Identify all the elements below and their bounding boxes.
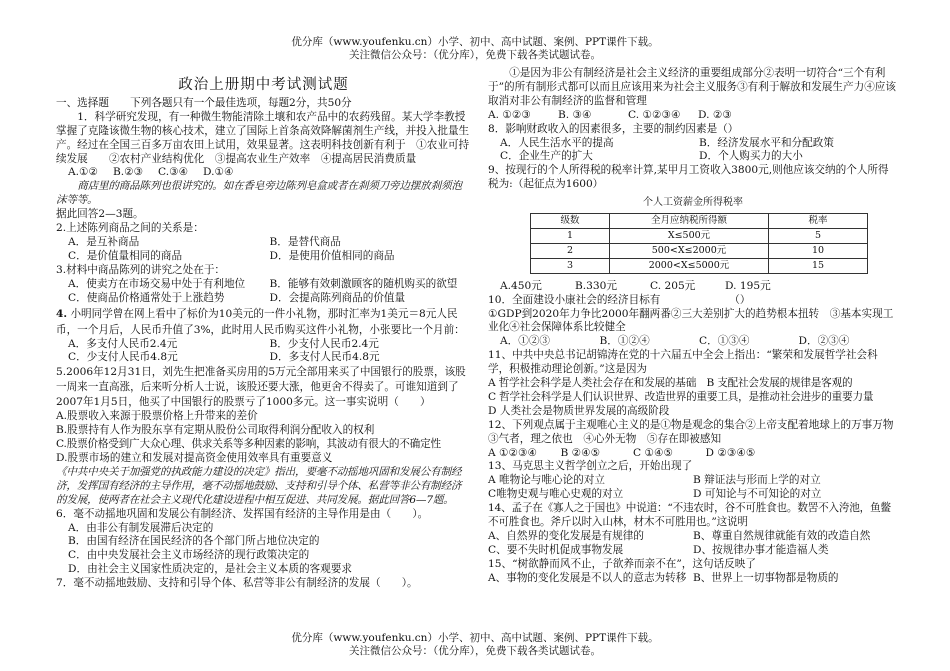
table-cell: 2000<X≤5000元	[610, 258, 769, 273]
question-13-options	[488, 474, 898, 488]
question-10: 10．全面建设小康社会的经济目标有 （）	[488, 293, 751, 306]
tax-rate-table	[530, 213, 868, 274]
option: A、自然界的变化发展是有规律的	[488, 530, 644, 542]
option: D ②③④⑤	[705, 446, 756, 459]
option: C ①④⑤	[633, 446, 673, 459]
question-5: 5.2006年12月31日，刘先生把准备买房用的5万元全部用来买了中国银行的股票，该股一周来一直高涨，后来听分析人士说，该股还要大涨，他更舍不得卖了。可谁知道到了2007年1月5日，他买了中国银行的股票亏了1000多元。这一事实说明（ ）	[56, 366, 466, 409]
table-header-cell: 税率	[769, 214, 868, 229]
question-7-continued: ①是因为非公有制经济是社会主义经济的重要组成部分②表明一切符合“三个有利于”的所有制形式都可以而且应该用来为社会主义服务③有利于解放和发展生产力④应该取消对非公有制经济的监督和管理	[488, 67, 896, 107]
option: A．使卖方在市场交易中处于有利地位	[68, 277, 246, 290]
question-14-options	[488, 530, 898, 544]
question-7: 7．毫不动摇地鼓励、支持和引导个体、私营等非公有制经济的发展（ ）。	[56, 577, 418, 590]
option: C. ①②③④	[628, 108, 681, 121]
option: B 辩证法与形而上学的对立	[693, 474, 821, 487]
option: A.①②	[68, 166, 99, 179]
question-14-options-row2	[488, 544, 898, 558]
option: D．是使用价值相同的商品	[269, 249, 395, 262]
material-2: 《中共中央关于加强党的执政能力建设的决定》指出，要毫不动摇地巩固和发展公有制经济，发挥国有经济的主导作用，毫不动摇地鼓励、支持和引导个体、私营等非公有制经济的发展，使两者在社会主义现代化建设进程中相互促进、共同发展。据此回答6—7题。	[56, 465, 462, 506]
option: B.②③	[113, 166, 144, 179]
option: B．是替代商品	[269, 235, 341, 248]
table-cell: 3	[531, 258, 610, 273]
option: A、事物的变化发展是不以人的意志为转移	[488, 571, 687, 584]
table-cell: 15	[769, 258, 868, 273]
table-cell: 500<X≤2000元	[610, 243, 769, 258]
table-caption: 个人工资薪金所得税率	[643, 197, 743, 209]
question-1: 1．科学研究发现，有一种微生物能清除土壤和农产品中的农药残留。某大学李教授掌握了克隆该微生物的核心技术，建立了国际上首条高效降解菌剂生产线，并投入批量生产。经过在全国三百多万亩农田上试用，效果显著。这表明科技创新有利于 ①农业可持续发展 ②农村产业结构优化 ③提高农业生产效率 ④提高居民消费质量	[56, 110, 470, 165]
question-4	[56, 306, 471, 338]
option: C唯物史观与唯心史观的对立	[488, 488, 624, 501]
question-3-options	[56, 278, 471, 292]
question-2-options	[56, 236, 471, 250]
option: D. 195元	[725, 279, 771, 292]
option: B. ③④	[558, 108, 592, 121]
question-10-options	[488, 335, 898, 349]
option: D 人类社会是物质世界发展的高级阶段	[488, 404, 670, 417]
table-row	[531, 243, 868, 258]
option: D.股票市场的建立和发展对提高资金使用效率具有重要意义	[56, 452, 333, 465]
option: C．由中央发展社会主义市场经济的现行政策决定的	[68, 549, 310, 562]
question-2-options-row2	[56, 250, 471, 264]
question-11: 11、中共中央总书记胡锦涛在党的十六届五中全会上指出：“繁荣和发展哲学社会科学，积极推动理论创新。”这是因为	[488, 349, 878, 376]
option: B．少支付人民币2.4元	[269, 337, 379, 350]
option: D．②③④	[798, 335, 850, 348]
option: A．多支付人民币2.4元	[68, 337, 178, 350]
option: A.股票收入来源于股票价格上升带来的差价	[56, 410, 258, 423]
option: D．多支付人民币4.8元	[269, 351, 380, 364]
table-cell: 2	[531, 243, 610, 258]
option: A ①②③④	[488, 446, 538, 459]
right-column	[488, 67, 898, 586]
option: C、要不失时机促成事物发展	[488, 543, 624, 556]
material-1: 商店里的商品陈列也很讲究的。如在香皂旁边陈列皂盒或者在刹须刀旁边摆放刹须泡沫等等。	[56, 180, 462, 207]
question-13: 13、马克思主义哲学创立之后，开始出现了	[488, 460, 693, 473]
option: A．由非公有制发展滞后决定的	[68, 521, 214, 534]
option: C. 205元	[650, 279, 696, 292]
left-column	[56, 79, 471, 591]
question-6: 6．毫不动摇地巩固和发展公有制经济、发挥国有经济的主导作用是由（ ）。	[56, 507, 429, 520]
option: D．个人购买力的大小	[699, 150, 803, 163]
footer-line2: 关注微信公众号：（优分库），免费下载各类试题试卷。	[349, 645, 601, 657]
option: B ②④⑤	[560, 446, 601, 459]
question-4-number: 4.	[56, 307, 68, 320]
page-title: 政治上册期中考试测试题	[178, 77, 349, 93]
header-line2: 关注微信公众号：（优分库），免费下载各类试题试卷。	[349, 49, 601, 61]
question-12-options	[488, 447, 778, 461]
question-14: 14、孟子在《寡人之于国也》中说道：“不违农时，谷不可胜食也。数罟不入洿池，鱼鳖不可胜食也。斧斤以时入山林，材木不可胜用也。”这说明	[488, 502, 891, 529]
option: D.①④	[203, 166, 234, 179]
question-8: 8．影响财政收入的因素很多，主要的制约因素是（）	[488, 122, 739, 135]
option: B、世界上一切事物都是物质的	[693, 571, 839, 584]
table-cell: X≤500元	[610, 228, 769, 243]
option: B.股票持有人作为股东享有定期从股份公司取得利润分配收入的权利	[56, 424, 375, 437]
question-9: 9、按现行的个人所得税的税率计算,某甲月工资收入3800元,则他应该交纳的个人所得税为:（起征点为1600）	[488, 164, 889, 191]
option: A．①②③	[500, 335, 551, 348]
table-cell: 1	[531, 228, 610, 243]
section-heading: 一、选择题 下列各题只有一个最佳选项，每题2分，共50分	[56, 96, 352, 109]
option: A 哲学社会科学是人类社会存在和发展的基础 B 支配社会发展的规律是客观的	[488, 377, 853, 390]
option: C．企业生产的扩大	[500, 150, 593, 163]
option: B.330元	[575, 279, 617, 292]
question-8-options	[488, 137, 898, 151]
option: C．使商品价格通常处于上涨趋势	[68, 291, 225, 304]
header-banner	[0, 36, 950, 62]
table-cell: 10	[769, 243, 868, 258]
table-header-row	[531, 214, 868, 229]
option: C．①③④	[699, 335, 750, 348]
question-3-options-row2	[56, 292, 471, 306]
option: C．少支付人民币4.8元	[68, 351, 178, 364]
option: C.③④	[158, 166, 189, 179]
table-header-cell: 全月应纳税所得额	[610, 214, 769, 229]
option: C．是价值量相同的商品	[68, 249, 183, 262]
option: D．由社会主义国家性质决定的，是社会主义本质的客观要求	[68, 563, 352, 576]
footer-line1: 优分库（www.youfenku.cn）小学、初中、高中试题、案例、PPT课件下载。	[291, 632, 659, 644]
question-15-options	[488, 572, 898, 586]
option: A 唯物论与唯心论的对立	[488, 474, 605, 487]
option: D、按规律办事才能造福人类	[693, 543, 829, 556]
table-row	[531, 228, 868, 243]
question-1-options	[56, 166, 248, 180]
footer-banner	[0, 632, 950, 658]
question-13-options-row2	[488, 488, 898, 502]
table-row	[531, 258, 868, 273]
header-line1: 优分库（www.youfenku.cn）小学、初中、高中试题、案例、PPT课件下载。	[291, 36, 659, 48]
table-cell: 5	[769, 228, 868, 243]
question-3: 3.材料中商品陈列的讲究之处在于：	[56, 263, 226, 276]
option: B、尊重自然规律就能有效的改造自然	[693, 530, 871, 542]
option: C.股票价格受到广大众心理、供求关系等多种因素的影响，其波动有很大的不确定性	[56, 438, 441, 451]
question-4-options-row2	[56, 351, 471, 365]
question-7-options	[488, 109, 768, 123]
option: C 哲学社会科学是人们认识世界、改造世界的重要工具，是推动社会进步的重要力量	[488, 390, 874, 403]
option: A．是互补商品	[68, 235, 140, 248]
table-header-cell: 级数	[531, 214, 610, 229]
option: B．①②④	[599, 335, 650, 348]
option: B．能够有效刺激顾客的随机购买的欲望	[269, 277, 458, 290]
question-15: 15、“树欲静而风不止，子欲养而亲不在”，这句话反映了	[488, 557, 756, 570]
question-4-text: 小明同学曾在网上看中了标价为10美元的一件小礼物，那时汇率为1美元＝8元人民币，一个月后，人民币升值了3%，此时用人民币购买这件小礼物，小张要比一个月前：	[56, 307, 465, 336]
option: B．经济发展水平和分配政策	[699, 136, 834, 149]
option: D．会提高陈列商品的价值量	[269, 291, 406, 304]
question-4-options	[56, 338, 471, 352]
question-12: 12、下列观点属于主观唯心主义的是①物是观念的集合②上帝支配着地球上的万事万物③气者，理之依也 ④心外无物 ⑤存在即被感知	[488, 418, 894, 445]
option: A.450元	[500, 279, 542, 292]
option: D. ②③	[698, 108, 732, 121]
option: D 可知论与不可知论的对立	[693, 488, 822, 501]
option: A. ①②③	[488, 108, 531, 121]
material-1-prompt: 据此回答2—3题。	[56, 208, 144, 221]
question-2: 2.上述陈列商品之间的关系是：	[56, 222, 204, 235]
question-9-options	[488, 280, 800, 294]
question-10-statements: ①GDP到2020年力争比2000年翻两番②三大差别扩大的趋势根本扭转 ③基本实现工业化④社会保障体系比较健全	[488, 307, 894, 334]
question-8-options-row2	[488, 150, 898, 164]
option: A．人民生活水平的提高	[500, 136, 614, 149]
option: B．由国有经济在国民经济的各个部门所占地位决定的	[68, 535, 320, 548]
